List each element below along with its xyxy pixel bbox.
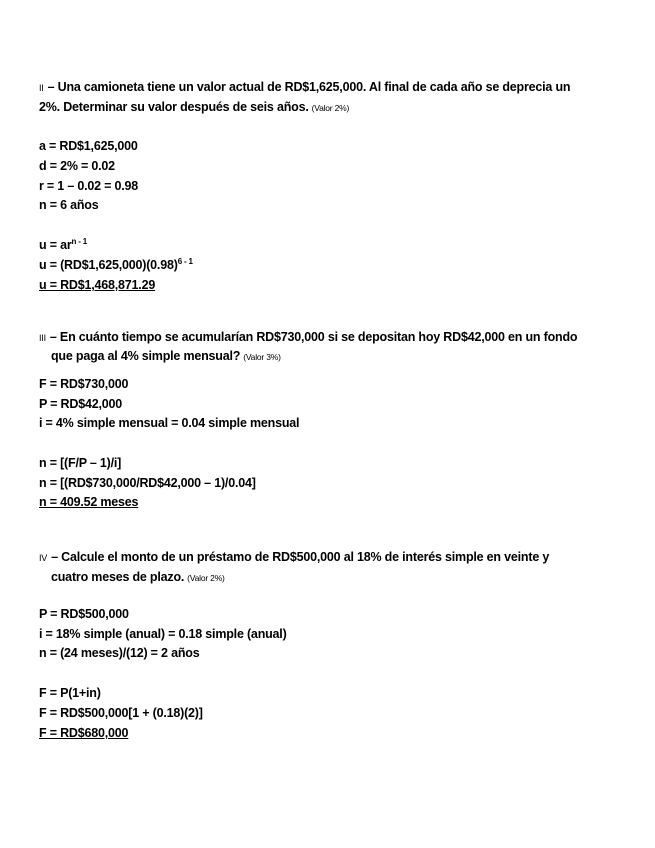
q2-formula xyxy=(39,237,87,253)
q3-given-p: P = RD$42,000 xyxy=(39,397,122,411)
q2-given-r: r = 1 – 0.02 = 0.98 xyxy=(39,179,139,193)
q3-statement-line1 xyxy=(39,329,577,346)
q3-text-line1: – En cuánto tiempo se acumularían RD$730,000 si se depositan hoy RD$42,000 en un fondo xyxy=(49,330,578,344)
q4-valor: (Valor 2%) xyxy=(187,573,225,583)
q2-sub-base: u = (RD$1,625,000)(0.98) xyxy=(39,258,178,272)
q2-valor: (Valor 2%) xyxy=(311,103,350,113)
q3-numeral: III xyxy=(39,333,46,343)
q3-valor: (Valor 3%) xyxy=(243,352,281,362)
q2-statement-line1 xyxy=(39,79,570,96)
q3-given-i: i = 4% simple mensual = 0.04 simple mensual xyxy=(39,416,300,430)
q4-formula: F = P(1+in) xyxy=(39,686,101,700)
q3-formula: n = [(F/P – 1)/i] xyxy=(39,456,122,470)
q3-text-line2: que paga al 4% simple mensual? xyxy=(51,349,241,363)
q4-text-line1: – Calcule el monto de un préstamo de RD$500,000 al 18% de interés simple en veinte y xyxy=(51,550,550,564)
q2-sub-exp: 6 - 1 xyxy=(177,257,193,266)
q4-given-i: i = 18% simple (anual) = 0.18 simple (anual) xyxy=(39,627,287,641)
q4-substitution: F = RD$500,000[1 + (0.18)(2)] xyxy=(39,706,203,720)
q4-given-p: P = RD$500,000 xyxy=(39,607,129,621)
q3-statement-line2 xyxy=(51,348,281,365)
q2-answer: u = RD$1,468,871.29 xyxy=(39,278,156,292)
q2-numeral: II xyxy=(39,83,44,93)
q2-substitution xyxy=(39,257,193,273)
q2-given-d: d = 2% = 0.02 xyxy=(39,159,115,173)
q2-formula-exp: n - 1 xyxy=(71,237,87,246)
q2-given-a: a = RD$1,625,000 xyxy=(39,139,138,153)
q4-answer: F = RD$680,000 xyxy=(39,726,129,740)
q2-statement-line2 xyxy=(39,99,349,116)
q4-statement-line2 xyxy=(51,569,225,586)
q3-answer: n = 409.52 meses xyxy=(39,495,139,509)
q3-substitution: n = [(RD$730,000/RD$42,000 – 1)/0.04] xyxy=(39,476,256,490)
q3-given-f: F = RD$730,000 xyxy=(39,377,129,391)
q4-text-line2: cuatro meses de plazo. xyxy=(51,570,185,584)
q2-formula-base: u = ar xyxy=(39,238,72,252)
q2-given-n: n = 6 años xyxy=(39,198,99,212)
q4-numeral: IV xyxy=(39,553,48,563)
q4-given-n: n = (24 meses)/(12) = 2 años xyxy=(39,646,200,660)
q2-text-line1: – Una camioneta tiene un valor actual de RD$1,625,000. Al final de cada año se deprecia un xyxy=(47,80,571,94)
q4-statement-line1 xyxy=(39,549,549,566)
q2-text-line2: 2%. Determinar su valor después de seis años. xyxy=(39,100,309,114)
